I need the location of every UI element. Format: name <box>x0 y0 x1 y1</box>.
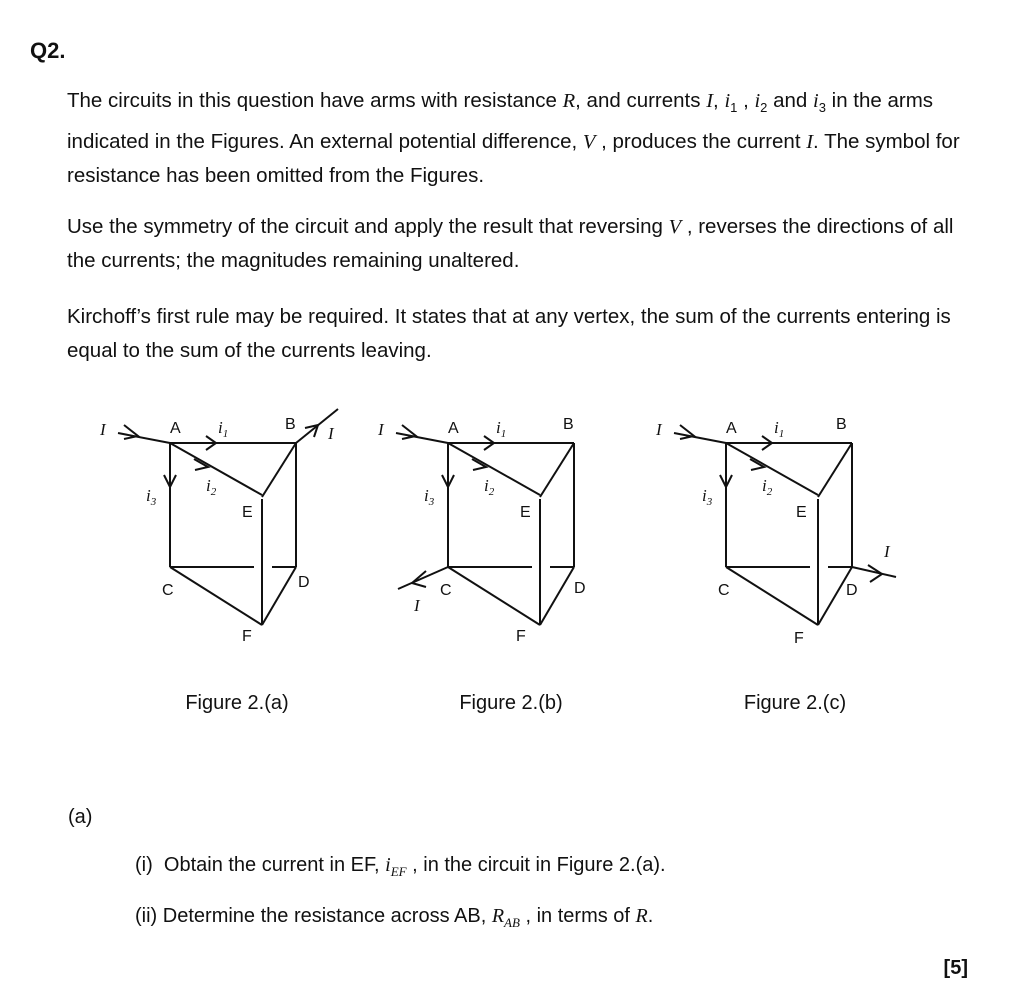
svg-text:D: D <box>846 582 858 599</box>
caption-figure-2a: Figure 2.(a) <box>185 692 289 714</box>
svg-text:i1: $i_1$ <box>218 418 229 440</box>
circuit-diagram-c <box>636 405 916 655</box>
arrow-I-in-icon <box>124 425 138 439</box>
svg-text:i3: $i_3$ <box>702 486 713 508</box>
marks: [5] <box>943 957 968 979</box>
svg-text:I: I <box>378 420 384 439</box>
question-number: Q2. <box>30 38 66 63</box>
svg-text:C: C <box>718 582 730 599</box>
svg-text:B: B <box>285 416 296 433</box>
svg-text:I: I <box>414 596 420 615</box>
svg-text:F: F <box>242 628 252 645</box>
intro-paragraph-3: Kirchoff’s first rule may be required. It states that at any vertex, the sum of the currents entering is equal to the sum of the currents leaving. <box>67 305 951 362</box>
svg-text:E: E <box>796 504 807 521</box>
caption-figure-2c: Figure 2.(c) <box>743 692 847 714</box>
svg-text:I: I <box>884 542 890 561</box>
arrow-I-in-icon <box>402 425 416 439</box>
circuit-diagram-a <box>80 405 360 655</box>
intro-paragraph-2: Use the symmetry of the circuit and apply the result that reversing V , reverses the directions of all the currents; the magnitudes remaining unaltered. <box>67 215 954 272</box>
svg-text:F: F <box>794 630 804 647</box>
caption-figure-2b: Figure 2.(b) <box>459 692 563 714</box>
svg-text:I: I <box>656 420 662 439</box>
svg-text:C: C <box>162 582 174 599</box>
svg-text:i3: $i_3$ <box>424 486 435 508</box>
svg-text:A: A <box>726 420 737 437</box>
part-a-label: (a) <box>68 806 93 828</box>
svg-text:A: A <box>448 420 459 437</box>
figure-2a <box>80 405 360 655</box>
svg-text:B: B <box>836 416 847 433</box>
svg-text:E: E <box>242 504 253 521</box>
svg-text:A: A <box>170 420 181 437</box>
subquestion-ii: (ii) Determine the resistance across AB, $R_{AB}$ , in terms of R. <box>135 905 654 930</box>
svg-text:B: B <box>563 416 574 433</box>
wire-BE <box>262 443 296 497</box>
wire-CF <box>170 567 262 625</box>
circuit-diagram-b <box>358 405 638 655</box>
wire-DF <box>262 567 296 625</box>
intro-paragraph-1: The circuits in this question have arms with resistance R, and currents I, $i_1$ , $i_2$ and $i_3$ in the arms indicated in the Figures. An external potential difference, V , produces the current I. The symbol for resistance has been omitted from the Figures. <box>67 89 960 188</box>
svg-text:F: F <box>516 628 526 645</box>
arrow-I-out-icon <box>868 565 882 582</box>
svg-text:i3: $i_3$ <box>146 486 157 508</box>
svg-text:i1: $i_1$ <box>774 418 785 440</box>
svg-text:I: I <box>328 424 334 443</box>
arrow-I-in-icon <box>680 425 694 439</box>
figure-2c <box>636 405 916 655</box>
svg-text:i2: $i_2$ <box>762 476 773 498</box>
svg-text:D: D <box>298 574 310 591</box>
subquestion-i: (i) Obtain the current in EF, $i_{EF}$ , in the circuit in Figure 2.(a). <box>135 854 666 879</box>
svg-text:C: C <box>440 582 452 599</box>
figure-2b <box>358 405 638 655</box>
svg-text:E: E <box>520 504 531 521</box>
svg-text:i2: $i_2$ <box>206 476 217 498</box>
svg-text:i2: $i_2$ <box>484 476 495 498</box>
svg-text:D: D <box>574 580 586 597</box>
svg-text:I: I <box>100 420 106 439</box>
svg-text:i1: $i_1$ <box>496 418 507 440</box>
